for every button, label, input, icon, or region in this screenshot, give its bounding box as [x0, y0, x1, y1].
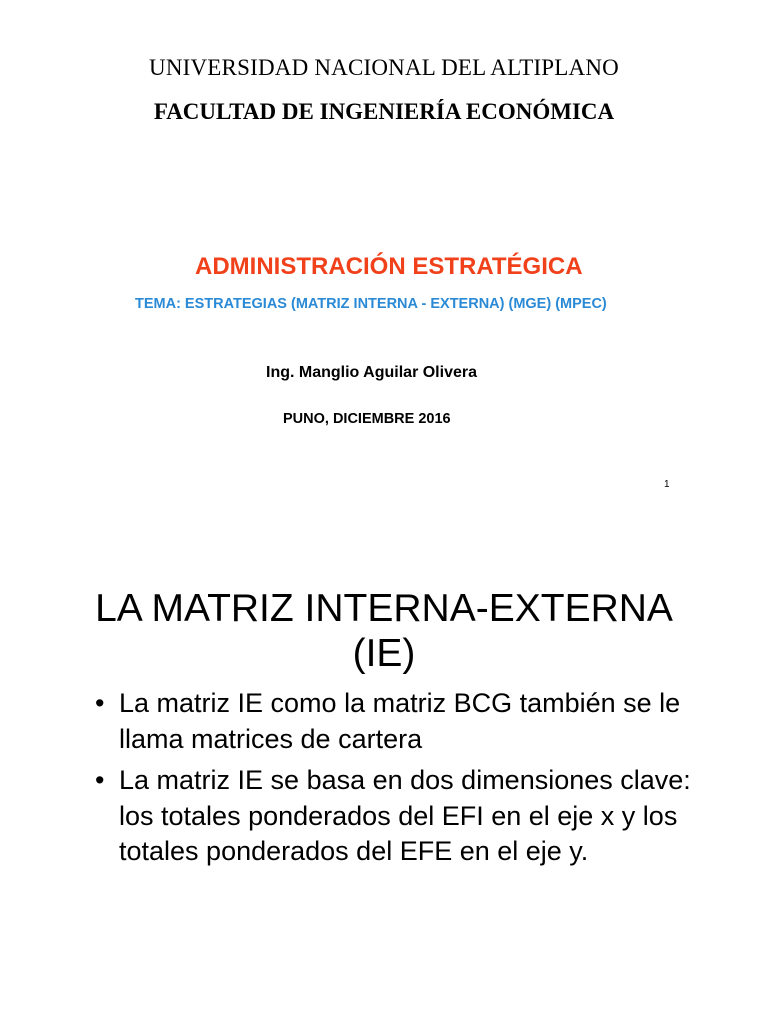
bullet-item	[95, 763, 695, 870]
topic-subtitle: TEMA: ESTRATEGIAS (MATRIZ INTERNA - EXTERNA) (MGE) (MPEC)	[135, 296, 607, 312]
faculty-name: FACULTAD DE INGENIERÍA ECONÓMICA	[153, 99, 615, 124]
author-name: Ing. Manglio Aguilar Olivera	[266, 364, 477, 381]
bullet-marker: •	[95, 765, 105, 795]
slide-title: LA MATRIZ INTERNA-EXTERNA (IE)	[95, 587, 673, 675]
bullet-list	[95, 686, 695, 876]
place-date: PUNO, DICIEMBRE 2016	[283, 411, 451, 427]
bullet-text: La matriz IE se basa en dos dimensiones clave: los totales ponderados del EFI en el eje x y los totales ponderados del EFE en el eje y.	[119, 765, 691, 866]
page-number: 1	[664, 479, 670, 490]
bullet-marker: •	[95, 688, 105, 718]
bullet-item	[95, 686, 695, 757]
course-title: ADMINISTRACIÓN ESTRATÉGICA	[195, 253, 583, 280]
university-name: UNIVERSIDAD NACIONAL DEL ALTIPLANO	[149, 55, 619, 80]
bullet-text: La matriz IE como la matriz BCG también se le llama matrices de cartera	[119, 688, 681, 754]
content-slide	[0, 520, 768, 1024]
